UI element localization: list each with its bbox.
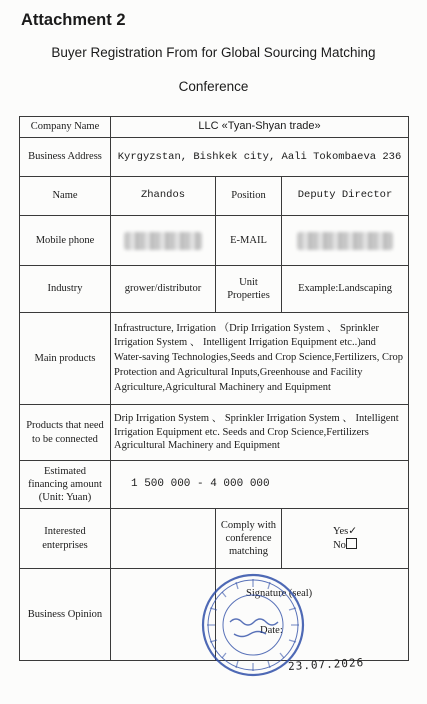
signature-label: Signature (seal) [246,588,313,599]
products-needed-value: Drip Irrigation System 、 Sprinkler Irrigation System 、 Intelligent Irrigation Equipment etc. Seeds and Crop Science,Fertilizers Agricultural Machinery and Equipment [111,405,409,461]
main-products-label: Main products [20,313,111,405]
name-value: Zhandos [111,177,216,216]
date-label: Date: [260,625,283,637]
no-option-label: No [333,540,346,551]
yes-option: Yes✓ [332,525,358,537]
row-main-products [20,313,409,405]
no-option [285,538,405,552]
form-title-line1: Buyer Registration From for Global Sourcing Matching [51,45,376,60]
row-interested [20,509,409,569]
comply-choice [282,509,409,569]
business-address-label: Business Address [20,138,111,177]
row-industry [20,266,409,313]
unit-properties-value: Example:Landscaping [282,266,409,313]
mobile-phone-value [111,216,216,266]
position-value: Deputy Director [282,177,409,216]
row-business-address [20,138,409,177]
redacted-phone [124,232,202,250]
row-products-needed [20,405,409,461]
comply-label: Comply with conference matching [216,509,282,569]
name-label: Name [20,177,111,216]
company-name-label: Company Name [20,117,111,138]
business-address-value: Kyrgyzstan, Bishkek city, Aali Tokombaeva 236 [111,138,409,177]
opinion-label: Business Opinion [20,569,111,661]
row-financing [20,461,409,509]
form-title-line2: Conference [178,79,249,94]
date-handwritten: 23.07.2026 [287,656,365,673]
redacted-email [297,232,393,250]
industry-value: grower/distributor [111,266,216,313]
row-contacts [20,216,409,266]
mobile-phone-label: Mobile phone [20,216,111,266]
financing-value: 1 500 000 - 4 000 000 [111,461,409,509]
industry-label: Industry [20,266,111,313]
no-checkbox [346,538,357,549]
row-company-name [20,117,409,138]
main-products-value: Infrastructure, Irrigation （Drip Irrigation System 、 Sprinkler Irrigation System 、 Intelligent Irrigation Equipment etc..)and Water-saving Technologies,Seeds and Crop Science,Fertilizers, Crop Protection and Agricultural Inputs,Greenhouse and Facility Agriculture,Agricultural Machinery and Equipment [111,313,409,405]
company-name-value: LLC «Tyan-Shyan trade» [111,117,409,138]
row-name-position [20,177,409,216]
position-label: Position [216,177,282,216]
interested-empty [111,509,216,569]
products-needed-label: Products that need to be connected [20,405,111,461]
interested-label: Interested enterprises [20,509,111,569]
email-label: E-MAIL [216,216,282,266]
email-value [282,216,409,266]
unit-properties-label: Unit Properties [216,266,282,313]
financing-label: Estimated financing amount (Unit: Yuan) [20,461,111,509]
attachment-label: Attachment 2 [21,11,126,29]
